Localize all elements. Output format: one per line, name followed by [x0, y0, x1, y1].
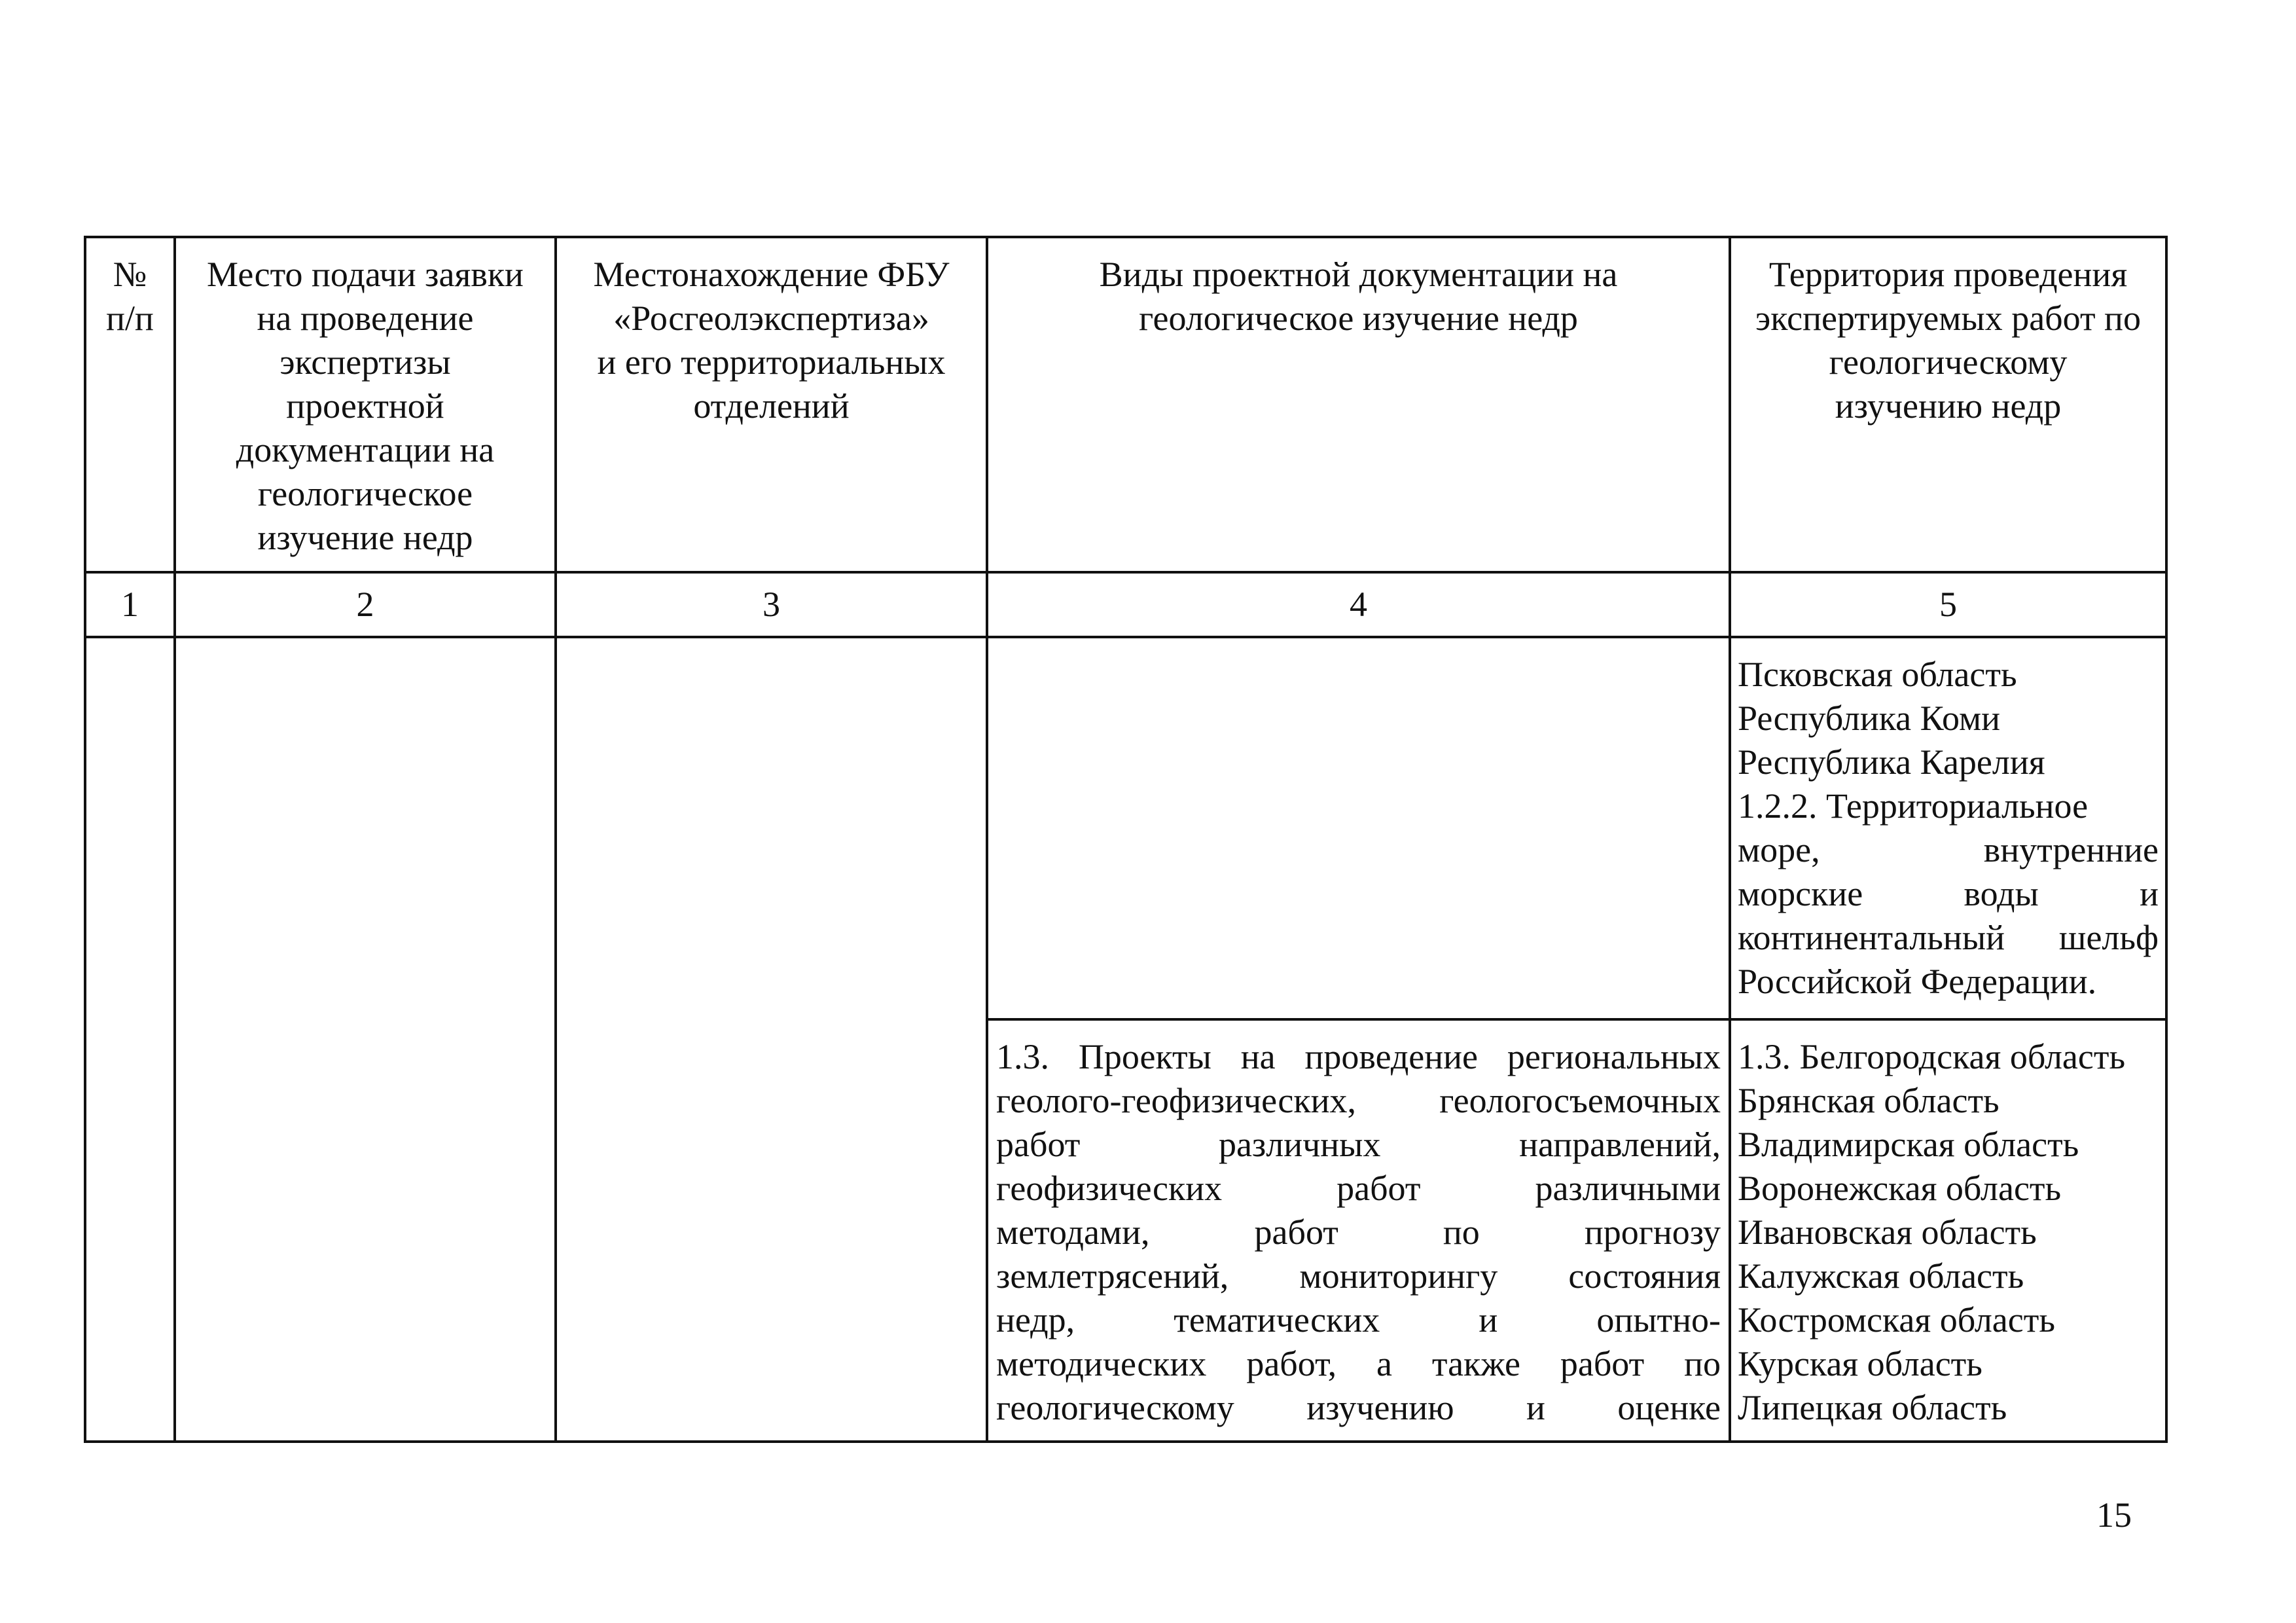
- column-number: 2: [175, 572, 556, 637]
- header-cell-location: [556, 237, 987, 572]
- header-text: Виды проектной документации на: [1099, 255, 1618, 294]
- territory-line: Псковская область: [1738, 655, 2017, 694]
- empty-cell: [175, 637, 556, 1442]
- header-text: №: [113, 255, 147, 294]
- header-cell-number: [85, 237, 175, 572]
- document-type-cell: [987, 1019, 1730, 1442]
- document-type-line: 1.3. Проекты на проведение региональных: [996, 1037, 1721, 1076]
- column-number: 3: [556, 572, 987, 637]
- header-text: Местонахождение ФБУ: [593, 255, 950, 294]
- territory-line: Калужская область: [1738, 1256, 2024, 1296]
- empty-cell: [85, 637, 175, 1442]
- territory-line: Курская область: [1738, 1344, 1982, 1383]
- header-text: изучению недр: [1835, 386, 2062, 426]
- territory-line: 1.3. Белгородская область: [1738, 1037, 2126, 1076]
- header-text: геологическое изучение недр: [1139, 299, 1578, 338]
- territory-line: Российской Федерации.: [1738, 962, 2097, 1001]
- header-text: и его территориальных: [597, 342, 946, 382]
- territory-line: Республика Коми: [1738, 699, 2001, 738]
- territory-line: море, внутренние: [1738, 830, 2159, 869]
- document-type-line: методических работ, а также работ по: [996, 1344, 1721, 1383]
- header-text: документации на: [236, 430, 495, 469]
- header-text: геологическому: [1829, 342, 2068, 382]
- header-cell-territory: [1730, 237, 2166, 572]
- header-text: отделений: [693, 386, 850, 426]
- empty-cell: [556, 637, 987, 1442]
- column-number: 5: [1730, 572, 2166, 637]
- territory-line: Липецкая область: [1738, 1388, 2007, 1427]
- header-text: проектной: [286, 386, 444, 426]
- territory-cell: [1730, 637, 2166, 1019]
- header-text: на проведение: [257, 299, 474, 338]
- territory-line: Ивановская область: [1738, 1213, 2037, 1252]
- header-text: «Росгеолэкспертиза»: [613, 299, 929, 338]
- territory-line: 1.2.2. Территориальное: [1738, 786, 2089, 826]
- header-text: изучение недр: [257, 518, 473, 557]
- header-text: Место подачи заявки: [207, 255, 524, 294]
- territory-line: Костромская область: [1738, 1300, 2055, 1340]
- territory-cell: [1730, 1019, 2166, 1442]
- header-text: геологическое: [257, 474, 473, 513]
- document-type-line: геологическому изучению и оценке: [996, 1388, 1721, 1427]
- territory-line: Воронежская область: [1738, 1169, 2062, 1208]
- territory-line: континентальный шельф: [1738, 918, 2159, 957]
- document-type-line: методами, работ по прогнозу: [996, 1213, 1721, 1252]
- header-text: п/п: [106, 299, 154, 338]
- document-type-line: геофизических работ различными: [996, 1169, 1721, 1208]
- territory-line: морские воды и: [1738, 874, 2159, 913]
- header-text: экспертируемых работ по: [1755, 299, 2141, 338]
- column-number: 1: [85, 572, 175, 637]
- header-text: Территория проведения: [1768, 255, 2128, 294]
- document-type-line: недр, тематических и опытно-: [996, 1300, 1721, 1340]
- empty-cell: [987, 637, 1730, 1019]
- column-number: 4: [987, 572, 1730, 637]
- header-cell-document-types: [987, 237, 1730, 572]
- territory-line: Брянская область: [1738, 1081, 2000, 1120]
- territory-line: Республика Карелия: [1738, 742, 2045, 782]
- page-number: 15: [2096, 1495, 2132, 1535]
- header-text: экспертизы: [279, 342, 451, 382]
- document-type-line: землетрясений, мониторингу состояния: [996, 1256, 1721, 1296]
- document-type-line: геолого-геофизических, геологосъемочных: [996, 1081, 1721, 1120]
- header-cell-submission-place: [175, 237, 556, 572]
- territory-table: [84, 236, 2168, 1443]
- document-type-line: работ различных направлений,: [996, 1125, 1721, 1164]
- header-row: [85, 237, 2166, 572]
- table-row: [85, 637, 2166, 1019]
- column-number-row: [85, 572, 2166, 637]
- territory-line: Владимирская область: [1738, 1125, 2079, 1164]
